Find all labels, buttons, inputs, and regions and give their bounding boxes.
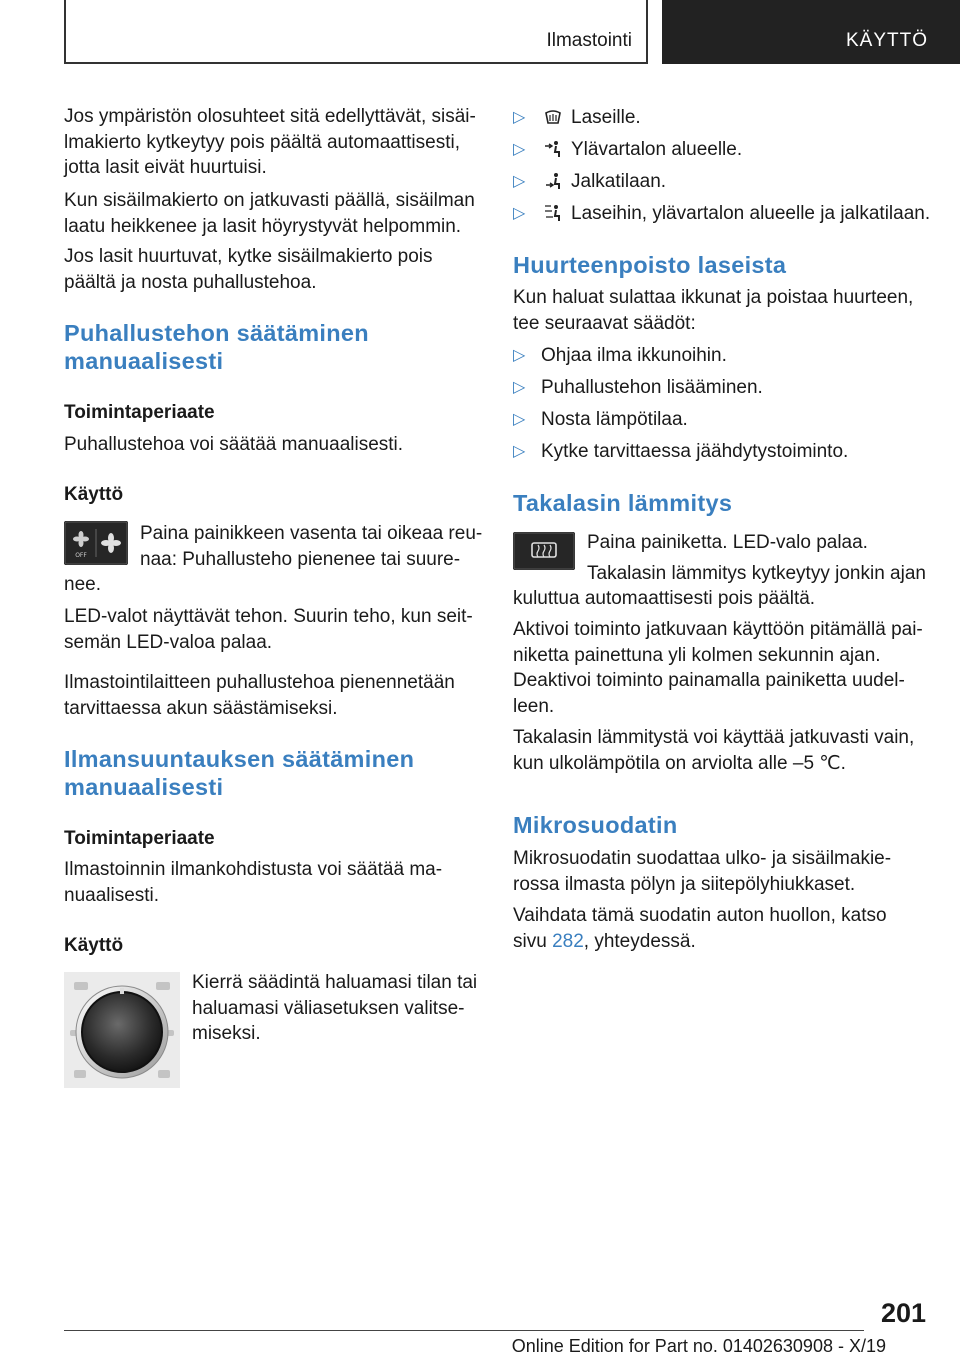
defrost-step-text: Puhallustehon lisääminen. [541,377,763,398]
air-option-upper-body [513,137,933,162]
text-line: rossa ilmasta pölyn ja siitepölyhiukkaset. [513,873,856,895]
fogging-paragraph [64,244,484,295]
air-distribution-heading [64,745,414,801]
rear-heating-text2-rest: kuluttua automaattisesti pois päältä. [513,588,816,609]
heading-line: manuaalisesti [64,348,224,374]
footwell-airflow-icon [543,171,563,191]
page-number: 201 [880,1298,926,1328]
bullet-triangle-icon: ▷ [513,379,526,396]
bullet-triangle-icon: ▷ [513,173,526,190]
header-section-box [64,0,648,64]
fan-speed-heading [64,319,369,375]
text-line: Kun haluat sulattaa ikkunat ja poistaa huurteen, [513,287,914,308]
text-line: niketta painettuna yli kolmen sekunnin ajan. [513,644,881,666]
fan-use-text [140,521,485,572]
text-line: Mikrosuodatin suodattaa ulko- ja sisäilmakie- [513,848,892,869]
defrost-step [513,407,933,432]
air-use-heading: Käyttö [64,935,124,956]
page-reference-link[interactable]: 282 [552,930,584,952]
bullet-triangle-icon: ▷ [513,141,526,158]
fan-principle-heading: Toimintaperiaate [64,402,215,423]
fan-control-icon [64,521,128,565]
rear-heating-text2-first: Takalasin lämmitys kytkeytyy jonkin ajan [587,563,926,584]
defrost-step [513,343,933,368]
defrost-step-text: Kytke tarvittaessa jäähdytystoiminto. [541,441,849,462]
text-line [513,929,933,955]
air-option-text: Jalkatilaan. [571,171,667,192]
defrost-step [513,439,933,464]
air-option-footwell [513,169,933,194]
header-chapter-title: KÄYTTÖ [845,30,928,51]
upper-body-airflow-icon [543,139,563,159]
text-line: Deaktivoi toiminto painamalla painiketta uudel- [513,670,905,691]
text-line: tarvittaessa akun säästämiseksi. [64,697,338,719]
air-option-combined [513,201,943,226]
text-line: kun ulkolämpötila on arviolta alle –5 ℃. [513,752,846,774]
air-option-text: Laseille. [571,107,641,128]
bullet-triangle-icon: ▷ [513,109,526,126]
text-line: leen. [513,695,555,717]
text-line: lmakierto kytkeytyy pois päältä automaattisesti, [64,131,461,153]
text-line: Aktivoi toiminto jatkuvaan käyttöön pitämällä pai- [513,619,923,640]
fan-principle-text: Puhallustehoa voi säätää manuaalisesti. [64,434,404,455]
text-line: LED-valot näyttävät tehon. Suurin teho, kun seit- [64,606,473,627]
fan-button-image [64,521,128,565]
defrost-step-text: Ohjaa ilma ikkunoihin. [541,345,727,366]
heading-line: Puhallustehon säätäminen [64,320,369,346]
bullet-triangle-icon: ▷ [513,411,526,428]
rear-heating-temperature-paragraph [513,725,933,776]
battery-saving-paragraph [64,670,484,721]
rear-window-heating-button-image [513,532,575,570]
text-line: semän LED-valoa palaa. [64,631,273,653]
text-line: nuaalisesti. [64,884,160,906]
air-option-windshield [513,105,933,130]
text-line: Jos ympäristön olosuhteet sitä edellyttävät, sisäi- [64,106,476,127]
rear-heating-heading: Takalasin lämmitys [513,490,733,516]
text-fragment: sivu [513,930,553,952]
defrost-intro [513,285,933,336]
text-line: Paina painikkeen vasenta tai oikeaa reu- [140,523,483,544]
bullet-triangle-icon: ▷ [513,443,526,460]
text-line: Ilmastoinnin ilmankohdistusta voi säätää ma- [64,859,443,880]
windshield-defrost-icon [543,107,563,127]
defrost-heading: Huurteenpoisto laseista [513,252,787,278]
heading-line: manuaalisesti [64,774,224,800]
rear-heating-activation-paragraph [513,617,933,719]
rear-heating-text1: Paina painiketta. LED-valo palaa. [587,532,868,553]
fan-use-heading: Käyttö [64,484,124,505]
combined-airflow-icon [543,203,563,223]
heading-line: Ilmansuuntauksen säätäminen [64,746,415,772]
air-option-text: Ylävartalon alueelle. [571,139,743,160]
text-line: laatu heikkenee ja lasit höyrystyvät helpommin. [64,215,462,237]
text-line: päältä ja nosta puhallustehoa. [64,271,317,293]
rear-window-heating-icon [513,532,575,570]
microfilter-heading: Mikrosuodatin [513,812,678,838]
bullet-triangle-icon: ▷ [513,205,526,222]
header-section-title: Ilmastointi [546,30,632,51]
text-line: miseksi. [192,1023,261,1044]
defrost-step-text: Nosta lämpötilaa. [541,409,688,430]
header-chapter-box [662,0,960,64]
text-fragment: , yhteydessä. [583,930,696,952]
footer-divider [64,1330,864,1331]
air-principle-heading: Toimintaperiaate [64,828,215,849]
air-distribution-knob-image [64,972,180,1088]
text-line: Kun sisäilmakierto on jatkuvasti päällä, sisäilman [64,190,475,211]
text-line: Jos lasit huurtuvat, kytke sisäilmakierto pois [64,246,433,267]
air-option-text: Laseihin, ylävartalon alueelle ja jalkatilaan. [571,203,931,224]
text-line: naa: Puhallusteho pienenee tai suure- [140,548,461,570]
text-line: tee seuraavat säädöt: [513,312,696,334]
intro-paragraph [64,104,484,181]
text-line: Ilmastointilaitteen puhallustehoa pienennetään [64,672,455,693]
microfilter-paragraph [513,846,933,897]
microfilter-service-paragraph [513,903,933,954]
text-line: jotta lasit eivät huurtuisi. [64,157,267,178]
fan-off-label: OFF [75,552,87,559]
text-line: Takalasin lämmitystä voi käyttää jatkuvasti vain, [513,727,915,748]
fan-use-tail: nee. [64,574,101,595]
recirculation-paragraph [64,188,484,239]
air-use-text [192,970,484,1047]
rotary-knob-icon [64,972,180,1088]
defrost-step [513,375,933,400]
air-principle-text [64,857,484,908]
text-line: Kierrä säädintä haluamasi tilan tai [192,972,478,993]
footer-edition-text: Online Edition for Part no. 01402630908 - X/19 [511,1336,886,1356]
text-line: Vaihdata tämä suodatin auton huollon, katso [513,905,887,926]
bullet-triangle-icon: ▷ [513,347,526,364]
text-line: haluamasi väliasetuksen valitse- [192,997,465,1019]
led-paragraph [64,604,484,655]
